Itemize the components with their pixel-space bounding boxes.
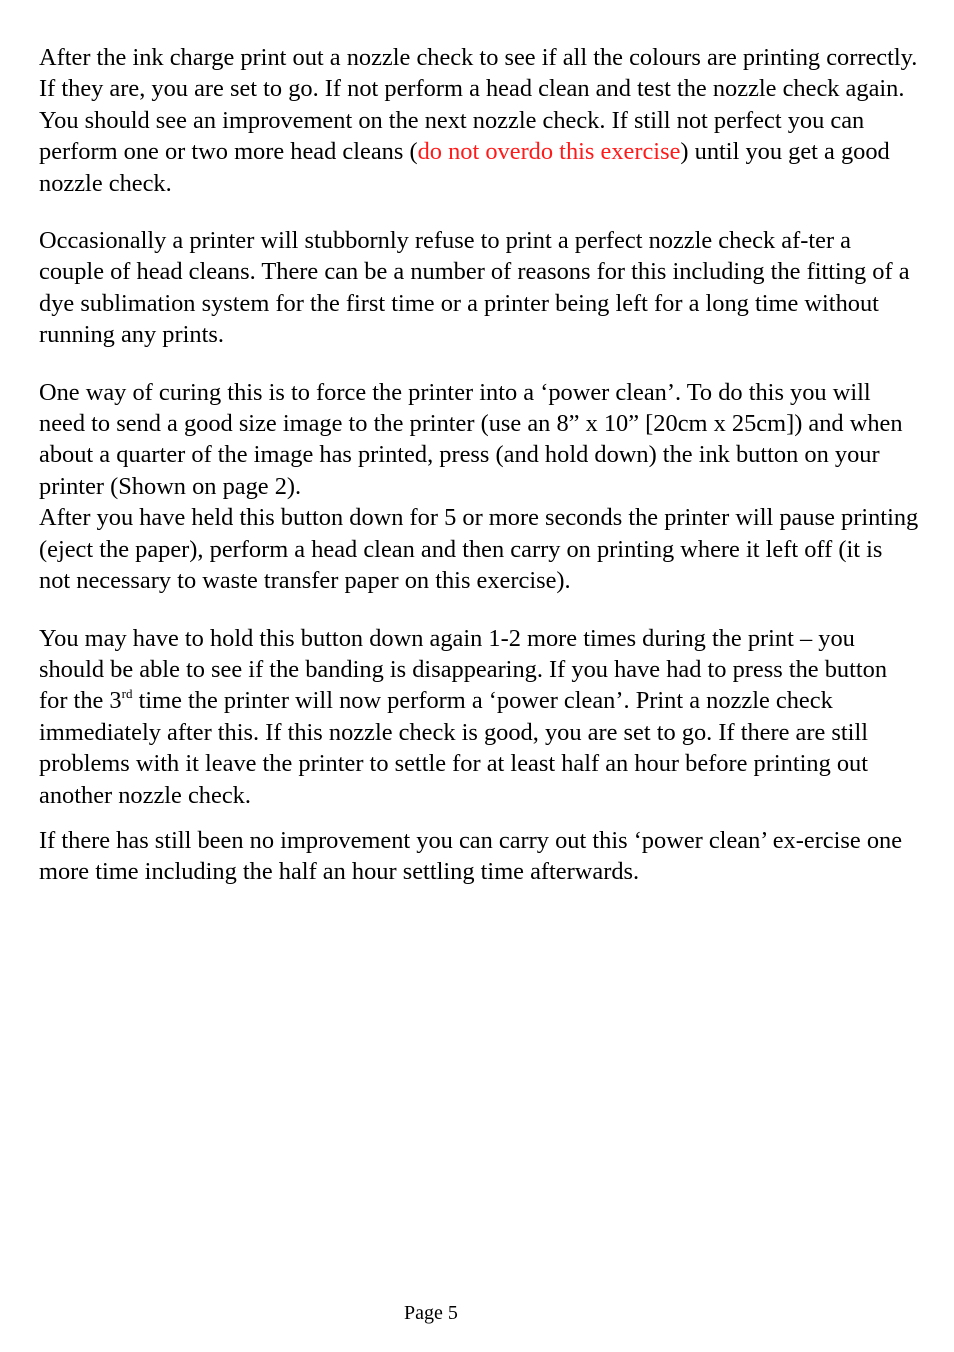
- paragraph-power-clean-hold: After you have held this button down for 5 or more seconds the printer will pause printing (eject the paper), perform a head clean and then carry on printing where it left off (it is not necessary to waste transfer paper on this exercise).: [39, 504, 919, 595]
- paragraph-repeat-hold-end: time the printer will now perform a ‘power clean’. Print a nozzle check immediately after this. If this nozzle check is good, you are set to go. If there are still problems with it leave the printer to settle for at least half an hour before printing out another nozzle check.: [39, 687, 869, 809]
- warning-highlight: do not overdo this exercise: [417, 138, 681, 166]
- ordinal-superscript: rd: [121, 686, 133, 702]
- paragraph-nozzle-check: [39, 42, 919, 199]
- page-number: Page 5: [404, 1302, 458, 1324]
- paragraph-stubborn-printer: Occasionally a printer will stubbornly refuse to print a perfect nozzle check af-ter a couple of head cleans. There can be a number of reasons for this including the fitting of a dye sublimation system for the first time or a printer being left for a long time without running any prints.: [39, 227, 910, 349]
- paragraph-power-clean-intro: One way of curing this is to force the printer into a ‘power clean’. To do this you will need to send a good size image to the printer (use an 8” x 10” [20cm x 25cm]) and when about a quarter of the image has printed, press (and hold down) the ink button on your printer (Shown on page 2).: [39, 378, 903, 500]
- paragraph-nozzle-check-text: After the ink charge print out a nozzle check to see if all the colours are printing correctly. If they are, you are set to go. If not perform a head clean and test the nozzle check again. You should see an improvement on the next nozzle check. If still not perfect you can perform one or two more head cleans (: [39, 44, 918, 166]
- document-body: [39, 42, 919, 888]
- paragraph-nozzle-check-end: ) until you get a good nozzle check.: [39, 138, 890, 197]
- paragraph-repeat-hold: [39, 623, 919, 811]
- paragraph-repeat-hold-text: You may have to hold this button down again 1-2 more times during the print – you should be able to see if the banding is disappearing. If you have had to press the button for the 3: [39, 624, 888, 715]
- paragraph-no-improvement: If there has still been no improvement you can carry out this ‘power clean’ ex-ercise one more time including the half an hour settling time afterwards.: [39, 826, 903, 886]
